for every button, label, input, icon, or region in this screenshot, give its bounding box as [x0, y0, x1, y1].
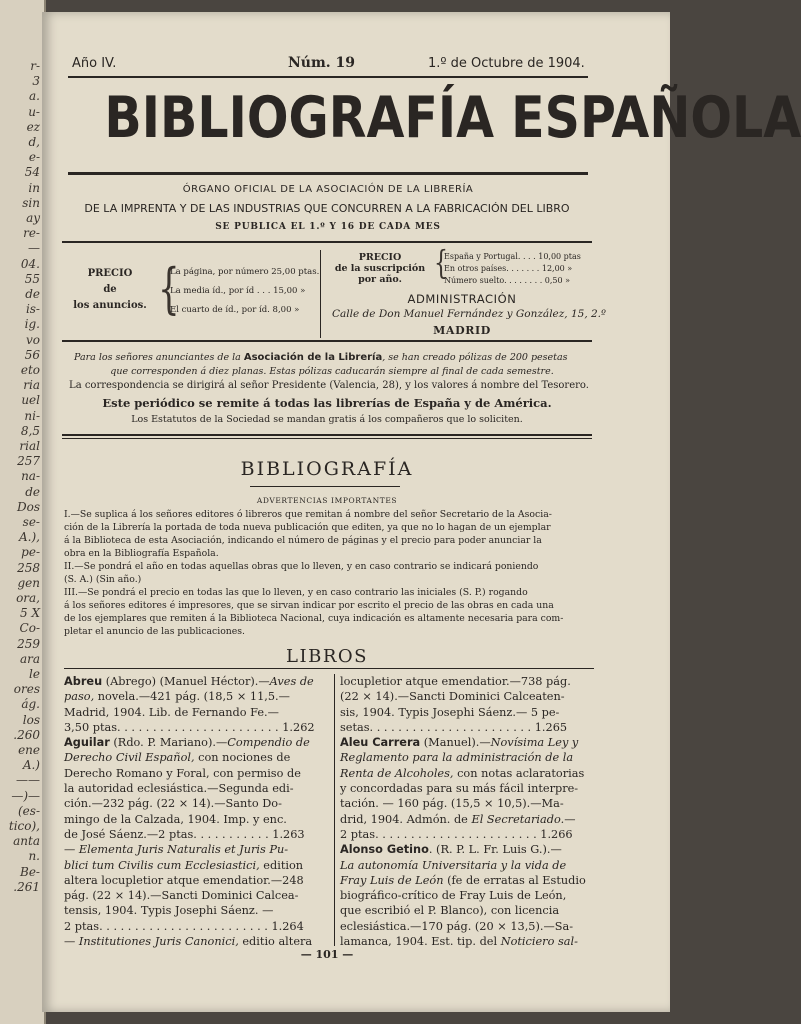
advertencia-line: II.—Se pondrá el año en todas aquellas obras que lo lleven, y en caso contrario se indicará poniendo	[64, 561, 539, 572]
libros-rule	[64, 668, 594, 669]
previous-page-fragment: d,	[28, 135, 40, 149]
advertencia-line: (S. A.) (Sin año.)	[64, 574, 142, 585]
work-title-text: Renta de Alcoholes,	[340, 766, 454, 780]
previous-page-fragment: ——	[16, 773, 40, 788]
entry-text: novela.—421 pág. (18,5 × 11,5.—	[94, 690, 290, 704]
entry-text: 3,50 ptas. . . . . . . . . . . . . . . . . . . . . . . 1.262	[64, 720, 315, 734]
subscription-label-ano: por año.	[358, 274, 402, 285]
entry-line	[340, 827, 596, 842]
previous-page-fragment: 54	[24, 165, 40, 180]
previous-page-fragment: e-	[28, 150, 40, 165]
header-box-bottom-rule	[62, 340, 592, 342]
previous-page-fragment: rial	[19, 439, 40, 453]
entry-text: (Abrego) (Manuel Héctor).—	[102, 675, 270, 688]
entry-line	[340, 919, 596, 934]
subscription-label-suscripcion: de la suscripción	[334, 263, 426, 274]
entry-text: . (R. P. L. Fr. Luis G.).—	[428, 843, 562, 857]
entry-text: —	[64, 935, 79, 949]
previous-page-fragment: ene	[18, 743, 40, 757]
advertencia-line: ción de la Librería la portada de toda nueva publicación que editen, ya que no lo hagan de un ejemplar	[64, 522, 551, 533]
entry-text: 2 ptas. . . . . . . . . . . . . . . . . . . . . . . 1.266	[340, 827, 573, 841]
previous-page-fragment: de	[25, 484, 40, 499]
previous-page-fragment: pe-	[21, 545, 40, 560]
previous-page-fragment: in	[28, 180, 40, 195]
author-name: Abreu	[64, 675, 103, 688]
work-title-text: Aves de	[269, 675, 314, 688]
entry-line	[340, 766, 596, 781]
entry-line	[64, 781, 320, 796]
issue-date: 1.º de Octubre de 1904.	[428, 56, 585, 71]
entry-line	[64, 827, 320, 842]
entry-line	[64, 812, 320, 827]
previous-page-fragment: n.	[28, 849, 40, 864]
entry-text: (22 × 14).—Sancti Dominici Calceaten-	[340, 690, 565, 704]
subscription-price-label: PRECIO	[358, 252, 402, 263]
previous-page-fragment: ores	[13, 682, 40, 697]
entry-text: pág. (22 × 14).—Sancti Dominici Calcea-	[64, 889, 299, 903]
entry-line	[64, 858, 320, 873]
previous-page-fragment: ig.	[24, 317, 40, 332]
entry-text: biográfico-crítico de Fray Luis de León,	[340, 889, 567, 903]
previous-page-fragment: is-	[25, 302, 40, 317]
entry-text: editio altera	[238, 935, 313, 949]
advertencia-line: de los ejemplares que remiten á la Biblioteca Nacional, cuya indicación es altamente necesaria para com-	[64, 613, 564, 624]
entry-line	[64, 903, 320, 918]
administration-title: ADMINISTRACIÓN	[407, 292, 517, 306]
previous-page-fragment: se-	[22, 515, 40, 529]
entry-text: sis, 1904. Typis Josephi Sáenz.— 5 pe-	[340, 705, 560, 719]
previous-page-fragment: na-	[21, 469, 40, 484]
notice-policies-text: , se han creado pólizas de 200 pesetas	[382, 352, 568, 363]
previous-page-fragment: ez	[26, 119, 40, 134]
entry-line	[64, 766, 320, 781]
entry-text: la autoridad eclesiástica.—Segunda edi-	[64, 782, 294, 796]
subscription-other-countries: En otros países. . . . . . . 12,00 »	[444, 264, 573, 273]
administration-city: MADRID	[433, 324, 491, 337]
entry-line	[64, 796, 320, 811]
previous-page-fragment: ay	[26, 211, 40, 225]
header-box-divider	[320, 250, 321, 338]
previous-page-fragment: ora,	[16, 591, 40, 605]
entry-line	[64, 674, 320, 689]
work-title-text: Elementa Juris Naturalis et Juris Pu-	[78, 843, 289, 857]
work-title-text: Compendio de	[227, 736, 310, 750]
entry-text: —	[64, 843, 79, 857]
previous-page-fragment: gen	[17, 575, 40, 590]
advertencia-line: á la Biblioteca de esta Asociación, indicando el número de páginas y el precio para poder anunciar la	[64, 535, 542, 546]
advertencia-line: I.—Se suplica á los señores editores ó libreros que remitan á nombre del señor Secretario de la Asocia-	[64, 509, 552, 520]
entry-text: tación. — 160 pág. (15,5 × 10,5).—Ma-	[340, 797, 564, 811]
author-name: Aleu Carrera	[340, 736, 421, 750]
previous-page-fragment: anta	[13, 834, 40, 849]
subscription-single-issue: Número suelto. . . . . . . . 0,50 »	[444, 276, 571, 285]
entry-line	[64, 750, 320, 765]
entry-line	[340, 873, 596, 888]
entry-text: y concordadas para su más fácil interpre-	[340, 782, 579, 796]
notice-advertisers-text: Para los señores anunciantes de la	[74, 352, 241, 363]
publication-frequency: SE PUBLICA EL 1.º Y 16 DE CADA MES	[215, 222, 441, 232]
entry-line	[340, 674, 596, 689]
previous-page-fragment: 5 X	[20, 606, 40, 621]
entry-line	[64, 919, 320, 934]
subtitle-industries: DE LA IMPRENTA Y DE LAS INDUSTRIAS QUE CONCURREN A LA FABRICACIÓN DEL LIBRO	[84, 202, 570, 215]
entry-text: mingo de la Calzada, 1904. Imp. y enc.	[64, 812, 287, 826]
entry-text: setas. . . . . . . . . . . . . . . . . . . . . . . 1.265	[340, 720, 568, 734]
previous-page-fragment: ni-	[24, 408, 40, 423]
header-box-top-rule	[62, 241, 592, 243]
entry-text: (Rdo. P. Mariano).—	[109, 736, 228, 750]
advertencia-line: pletar el anuncio de las publicaciones.	[64, 626, 246, 637]
subtitle-organ: ÓRGANO OFICIAL DE LA ASOCIACIÓN DE LA LIBRERÍA	[182, 184, 474, 195]
entry-line	[340, 903, 596, 918]
entry-text: con nociones de	[194, 751, 291, 765]
notices-rule-1	[62, 434, 592, 436]
entry-line	[340, 705, 596, 720]
ads-brace: {	[158, 257, 180, 322]
entry-text: (Manuel).—	[420, 736, 491, 750]
previous-page-fragment: 259	[17, 636, 40, 651]
previous-page-fragment: eto	[20, 363, 40, 377]
notice-association-name: Asociación de la Librería	[243, 352, 383, 363]
entry-text: (fe de erratas al Estudio	[443, 873, 586, 887]
work-title-text: Novísima Ley y	[490, 736, 579, 750]
entry-line	[64, 720, 320, 735]
entry-text: que escribió el P. Blanco), con licencia	[340, 904, 560, 918]
subscription-brace: {	[434, 245, 448, 283]
entry-text: Madrid, 1904. Lib. de Fernando Fe.—	[64, 705, 279, 719]
work-title-text: Noticiero sal-	[500, 935, 578, 949]
work-title-text: La autonomía Universitaria y la vida de	[340, 858, 567, 872]
ads-rate-half: La media íd., por íd . . . 15,00 »	[170, 286, 306, 296]
previous-page-fragment: sin	[22, 195, 40, 210]
previous-page-fragment: 55	[24, 271, 40, 286]
libros-right-column	[340, 674, 596, 949]
title-rule	[68, 172, 588, 175]
work-title-text: paso,	[64, 690, 95, 704]
previous-page-fragment: u-	[28, 104, 40, 119]
previous-page-fragment: le	[29, 667, 40, 681]
previous-page-fragment: vo	[25, 332, 40, 347]
entry-text: lamanca, 1904. Est. tip. del	[340, 935, 501, 949]
notice-distribution: Este periódico se remite á todas las librerías de España y de América.	[102, 396, 552, 410]
previous-page-fragment: A.),	[19, 530, 40, 545]
entry-line	[340, 888, 596, 903]
masthead-rule	[68, 76, 588, 78]
administration-address: Calle de Don Manuel Fernández y González, 15, 2.º	[332, 308, 606, 320]
newspaper-page	[42, 12, 801, 1012]
entry-text: con notas aclaratorias	[453, 766, 585, 780]
entry-text: 2 ptas. . . . . . . . . . . . . . . . . . . . . . . . 1.264	[64, 919, 304, 933]
author-name: Alonso Getino	[340, 843, 429, 857]
previous-page-fragment: Be-	[20, 864, 40, 879]
entry-line	[340, 812, 596, 827]
ads-price-label: PRECIO	[87, 268, 133, 279]
work-title-text: Derecho Civil Español,	[64, 751, 195, 765]
advertencias-title: ADVERTENCIAS IMPORTANTES	[256, 496, 398, 505]
ads-price-label-anuncios: los anuncios.	[73, 300, 147, 311]
advertencia-line: III.—Se pondrá el precio en todas las que lo lleven, y en caso contrario las iniciales (S. P.) rogando	[64, 587, 528, 598]
entry-line	[64, 735, 320, 750]
advertencia-line: obra en la Bibliografía Española.	[64, 548, 219, 559]
previous-page-fragment: uel	[21, 393, 40, 408]
previous-page-fragment: re-	[23, 226, 40, 241]
entry-line	[340, 781, 596, 796]
entry-text: —	[564, 812, 576, 826]
entry-line	[340, 735, 596, 750]
entry-text: altera locupletior atque emendatior.—248	[64, 873, 304, 887]
previous-page-fragment: ara	[19, 651, 40, 666]
subscription-spain-portugal: España y Portugal. . . . 10,00 ptas	[444, 252, 581, 261]
issue-number: Núm. 19	[288, 55, 356, 71]
previous-page-fragment: ág.	[21, 697, 40, 712]
previous-page-fragment: 8,5	[20, 423, 40, 438]
entry-text: tensis, 1904. Typis Josephi Sáenz. —	[64, 904, 274, 918]
bibliografia-heading: BIBLIOGRAFÍA	[240, 458, 414, 480]
notice-correspondence: La correspondencia se dirigirá al señor Presidente (Valencia, 28), y los valores á nombre del Tesorero.	[69, 380, 589, 391]
previous-page-fragment: r-	[30, 59, 40, 73]
entry-text: Derecho Romano y Foral, con permiso de	[64, 766, 301, 780]
entry-text: edition	[259, 858, 304, 872]
entry-line	[64, 873, 320, 888]
work-title-text: Reglamento para la administración de la	[340, 751, 574, 765]
libros-left-column	[64, 674, 320, 949]
entry-text: eclesiástica.—170 pág. (20 × 13,5).—Sa-	[340, 919, 574, 933]
previous-page-fragment: (es-	[18, 803, 40, 818]
previous-page-fragment: 56	[24, 347, 40, 362]
entry-line	[340, 720, 596, 735]
author-name: Aguilar	[64, 736, 110, 750]
previous-page-fragment: .260	[13, 727, 40, 742]
previous-page-fragment: a.	[29, 89, 40, 104]
work-title-text: Institutiones Juris Canonici,	[78, 935, 239, 949]
ads-price-label-de: de	[103, 284, 117, 295]
notice-policies-line1	[74, 352, 568, 363]
previous-page-fragment: los	[22, 712, 40, 727]
bibliografia-heading-rule	[250, 486, 400, 487]
entry-text: locupletior atque emendatior.—738 pág.	[340, 675, 571, 688]
previous-page-fragment: tico),	[8, 819, 40, 833]
previous-page-fragment: ria	[23, 378, 40, 393]
notice-policies-line2: que corresponden á diez planas. Estas pólizas caducarán siempre al final de cada semestre.	[110, 366, 554, 377]
entry-line	[340, 796, 596, 811]
entry-line	[64, 705, 320, 720]
previous-page-fragment: 257	[17, 454, 40, 469]
issue-year: Año IV.	[72, 56, 117, 71]
entry-text: de José Sáenz.—2 ptas. . . . . . . . . . . 1.263	[64, 827, 305, 841]
entry-line	[340, 858, 596, 873]
advertencia-line: á los señores editores é impresores, que se sirvan indicar por escrito el precio de las obras en cada una	[64, 600, 554, 611]
work-title-text: Fray Luis de León	[340, 873, 444, 887]
previous-page-fragment: A.)	[22, 758, 40, 773]
previous-page-edge	[0, 0, 46, 1024]
entry-line	[64, 689, 320, 704]
entry-text: drid, 1904. Admón. de	[340, 812, 472, 826]
previous-page-fragment: —)—	[11, 788, 40, 803]
entry-line	[64, 842, 320, 857]
work-title-text: El Secretariado.	[471, 812, 565, 826]
notice-statutes: Los Estatutos de la Sociedad se mandan gratis á los compañeros que lo soliciten.	[131, 414, 523, 425]
previous-page-fragment: de	[25, 287, 40, 301]
work-title-text: blici tum Civilis cum Ecclesiastici,	[64, 858, 260, 872]
previous-page-fragment: Dos	[16, 499, 40, 514]
previous-page-fragment: —	[28, 241, 40, 256]
ads-rate-quarter: El cuarto de íd., por íd. 8,00 »	[170, 305, 300, 315]
entry-line	[340, 689, 596, 704]
previous-page-fragment: 04.	[20, 256, 40, 271]
previous-page-fragment: 258	[17, 560, 40, 575]
ads-rate-page: La página, por número 25,00 ptas.	[170, 267, 320, 277]
libros-heading: LIBROS	[286, 646, 368, 667]
entry-line	[340, 750, 596, 765]
entry-line	[64, 888, 320, 903]
previous-page-fragment: .261	[13, 879, 40, 894]
previous-page-fragment: 3	[32, 74, 40, 89]
previous-page-fragment: Co-	[19, 621, 40, 636]
notices-rule-2	[62, 438, 592, 439]
page-number: — 101 —	[300, 948, 354, 961]
entry-text: ción.—232 pág. (22 × 14).—Santo Do-	[64, 797, 282, 811]
entry-line	[340, 842, 596, 857]
newspaper-title: BIBLIOGRAFÍA ESPAÑOLA	[104, 85, 801, 151]
column-divider	[334, 674, 335, 946]
